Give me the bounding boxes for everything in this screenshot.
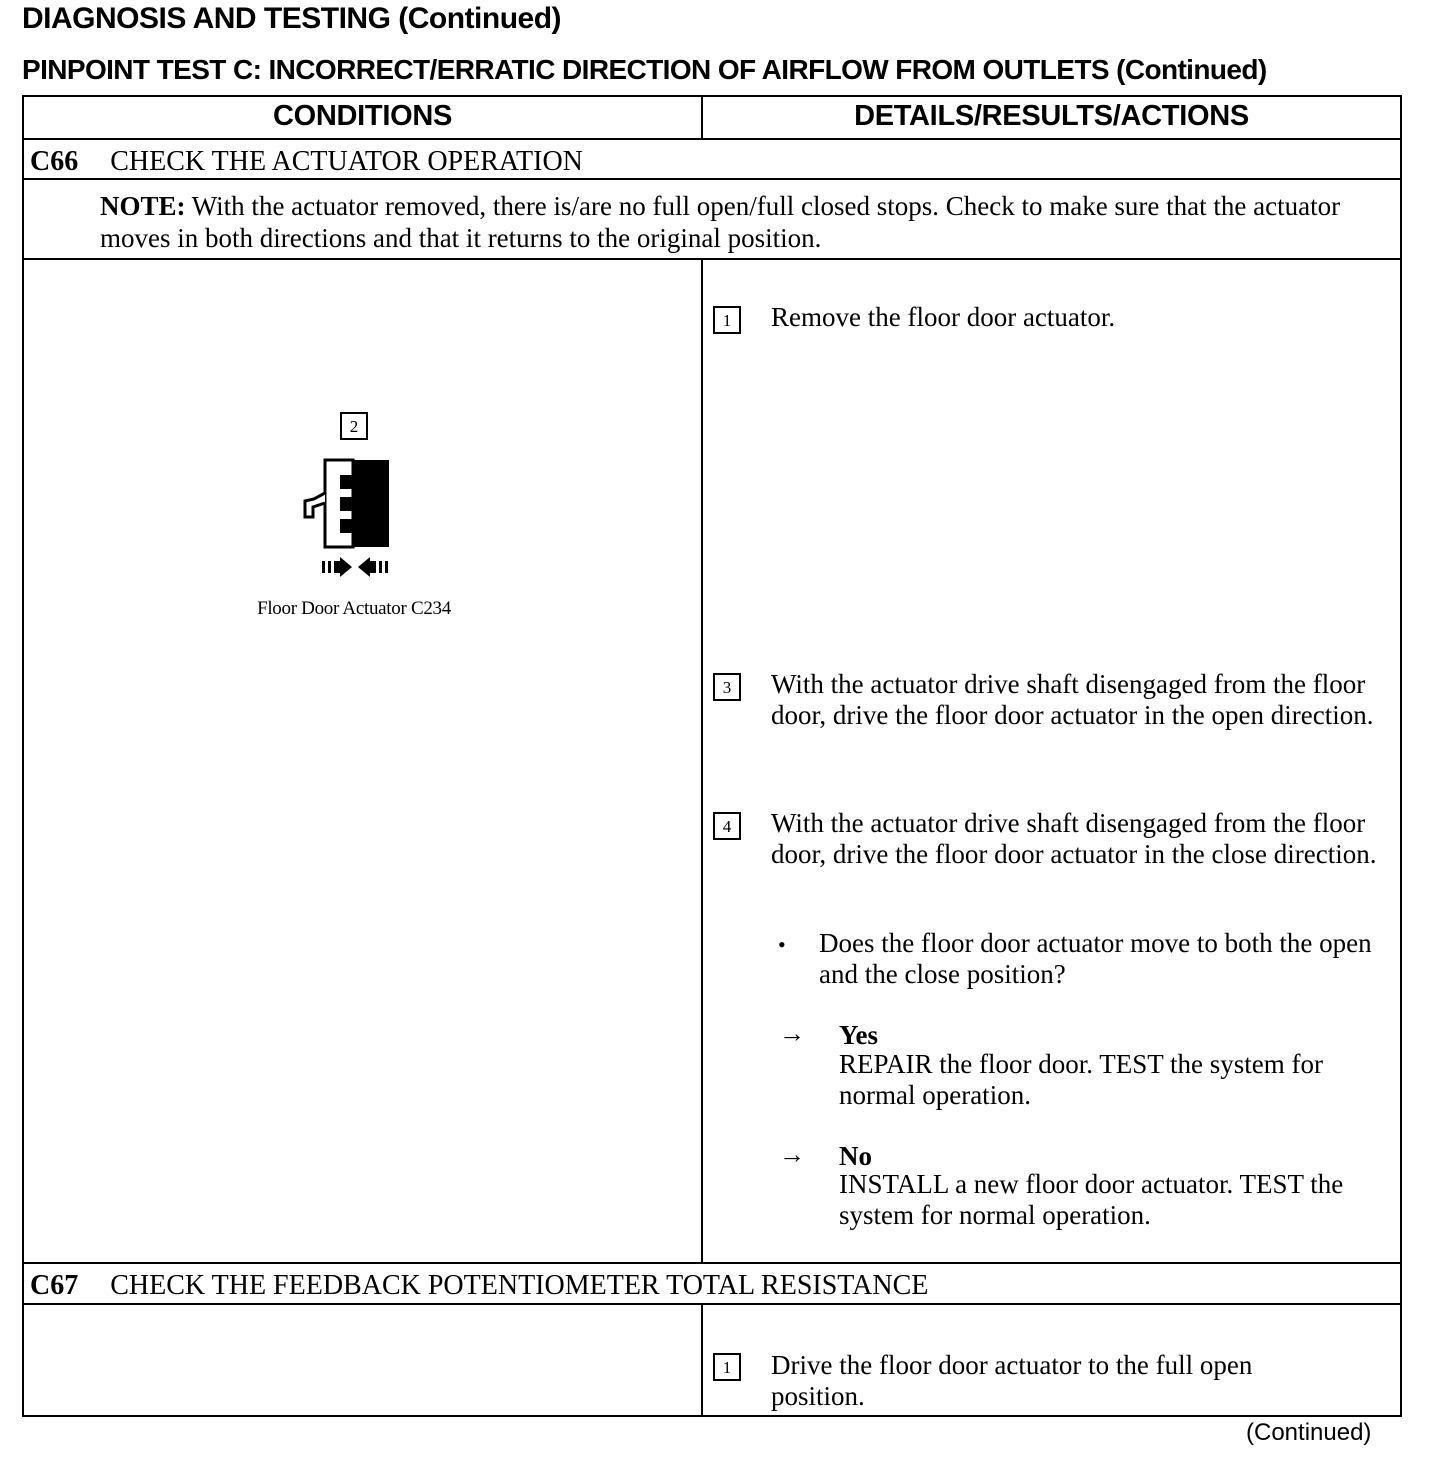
step-text: Drive the floor door actuator to the full open position. <box>771 1350 1253 1411</box>
c67-column-divider <box>701 1303 703 1417</box>
step-text: Remove the floor door actuator. <box>771 302 1116 332</box>
answer-yes-label: Yes <box>839 1020 878 1050</box>
c67-step-heading: CHECK THE FEEDBACK POTENTIOMETER TOTAL RESISTANCE <box>110 1270 929 1301</box>
c66-column-divider <box>701 258 703 1264</box>
answer-no-action: INSTALL a new floor door actuator. TEST the system for normal operation. <box>839 1169 1344 1230</box>
result-arrow-icon: → <box>779 1140 805 1169</box>
c67-step-code: C67 <box>30 1270 79 1301</box>
table-bottom-border <box>22 1415 1402 1417</box>
answer-yes-action: REPAIR the floor door. TEST the system for normal operation. <box>839 1049 1323 1110</box>
c66-step-title <box>30 146 583 178</box>
table-right-border <box>1400 95 1402 1417</box>
c67-title-divider <box>22 1303 1402 1305</box>
note-text: With the actuator removed, there is/are no full open/full closed stops. Check to make sure that the actuator moves in both directions and that it returns to the original position. <box>100 191 1341 253</box>
note-label: NOTE: <box>100 191 186 221</box>
figure-step-number: 2 <box>340 412 368 440</box>
step-number-box: 1 <box>713 1353 741 1381</box>
test-title: PINPOINT TEST C: INCORRECT/ERRATIC DIRECTION OF AIRFLOW FROM OUTLETS (Continued) <box>22 54 1267 85</box>
step-text: With the actuator drive shaft disengaged from the floor door, drive the floor door actuator in the close direction. <box>771 808 1377 869</box>
column-header-details: DETAILS/RESULTS/ACTIONS <box>854 100 1249 132</box>
result-arrow-icon: → <box>779 1019 805 1048</box>
table-top-border <box>22 95 1402 97</box>
note-divider <box>22 258 1402 260</box>
step-number-box: 4 <box>713 812 741 840</box>
answer-no-label: No <box>839 1141 872 1171</box>
c67-top-divider <box>22 1262 1402 1264</box>
step-number-box: 3 <box>713 673 741 701</box>
header-row-divider <box>22 138 1402 140</box>
question-bullet: • <box>778 932 786 957</box>
page-title: DIAGNOSIS AND TESTING (Continued) <box>22 2 562 35</box>
continued-label: (Continued) <box>1246 1419 1372 1446</box>
c66-step-heading: CHECK THE ACTUATOR OPERATION <box>110 146 583 177</box>
actuator-icon <box>300 455 400 580</box>
figure-caption: Floor Door Actuator C234 <box>257 598 451 619</box>
step-text: With the actuator drive shaft disengaged from the floor door, drive the floor door actuator in the open direction. <box>771 669 1374 730</box>
c66-step-code: C66 <box>30 146 79 177</box>
question-text: Does the floor door actuator move to both the open and the close position? <box>819 928 1372 989</box>
step-number-box: 1 <box>713 306 741 334</box>
c66-title-divider <box>22 178 1402 180</box>
column-header-conditions: CONDITIONS <box>272 100 453 132</box>
c66-note <box>100 190 1390 254</box>
table-left-border <box>22 95 24 1417</box>
c67-step-title <box>30 1270 928 1302</box>
